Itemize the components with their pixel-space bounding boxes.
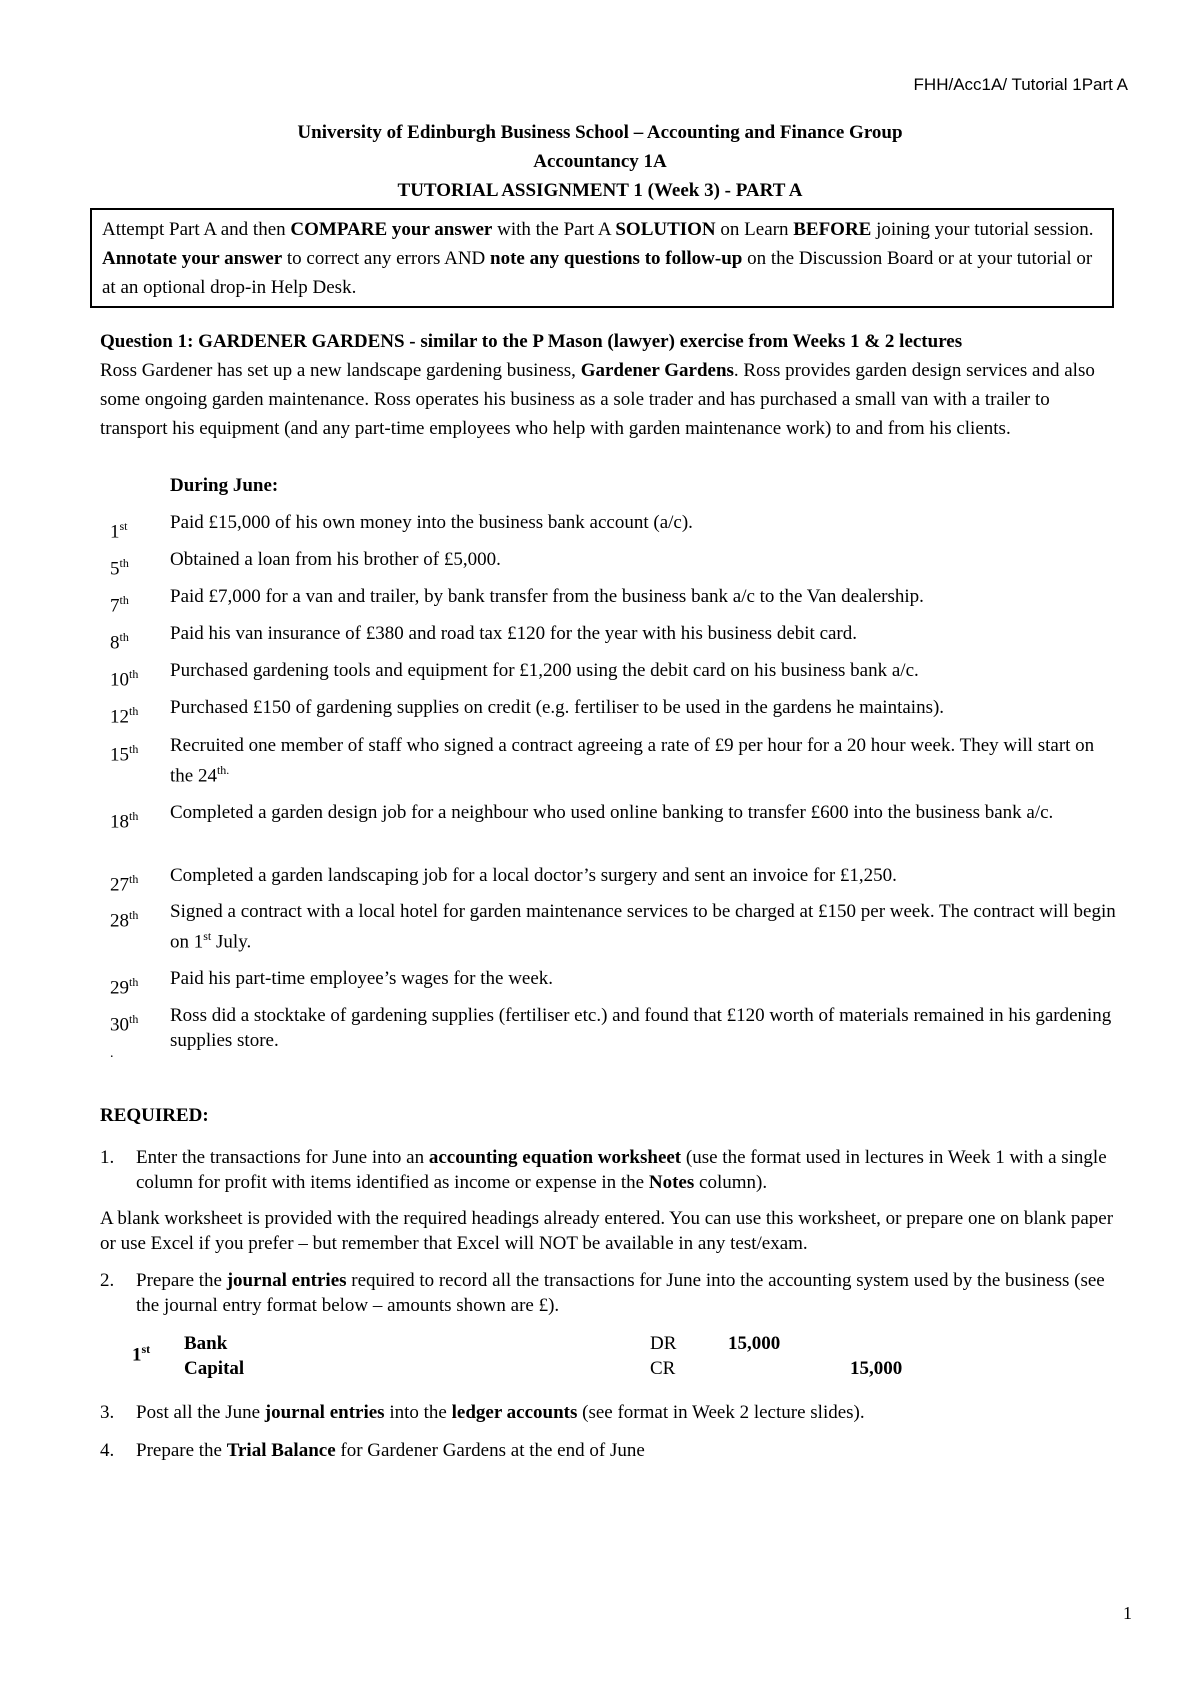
transaction-day: 27th: [110, 872, 139, 896]
school-title: University of Edinburgh Business School – Accounting and Finance Group: [297, 122, 903, 143]
required-item-number: 1.: [100, 1147, 115, 1168]
transaction-text: Paid his part-time employee’s wages for the week.: [170, 968, 554, 989]
required-item-text: Prepare the Trial Balance for Gardener Gardens at the end of June: [136, 1440, 645, 1461]
title-block: [0, 118, 1200, 205]
transaction-day: 1st: [110, 519, 128, 543]
transaction-day: 12th: [110, 704, 139, 728]
transaction-text: Paid £7,000 for a van and trailer, by bank transfer from the business bank a/c to the Van dealership.: [170, 586, 924, 607]
transaction-text: Recruited one member of staff who signed a contract agreeing a rate of £9 per hour for a 20 hour week. They will start on the $24^{th.}$: [170, 735, 1095, 787]
instruction-emphasis: Annotate your answer: [102, 248, 283, 269]
transaction-day: 7th: [110, 593, 129, 617]
worksheet-note: A blank worksheet is provided with the required headings already entered. You can use this worksheet, or prepare one on blank paper or use Excel if you prefer – but remember that Excel will NOT be available in any test/exam.: [100, 1208, 1114, 1254]
transaction-day: 10th: [110, 667, 139, 691]
instruction-emphasis: SOLUTION: [615, 219, 716, 240]
instruction-text: to correct any errors AND: [282, 248, 491, 269]
journal-debit-amount: 15,000: [728, 1333, 781, 1354]
transaction-day: 15th: [110, 742, 139, 766]
during-june-label: During June:: [170, 475, 279, 496]
business-name: Gardener Gardens: [580, 360, 734, 381]
assignment-title: TUTORIAL ASSIGNMENT 1 (Week 3) - PART A: [397, 180, 803, 201]
required-heading: REQUIRED:: [100, 1105, 209, 1126]
stray-dot: .: [110, 1046, 114, 1061]
instruction-text: Attempt Part A and then: [102, 219, 291, 240]
transaction-text: Signed a contract with a local hotel for garden maintenance services to be charged at £150 per week. The contract will begin on 1st July.: [170, 901, 1116, 953]
question-1: [100, 327, 1120, 443]
journal-row-credit: [132, 1356, 932, 1381]
journal-entry-example: [132, 1331, 932, 1381]
transaction-day: 5th: [110, 556, 129, 580]
question-1-heading: Question 1: GARDENER GARDENS - similar to the P Mason (lawyer) exercise from Weeks 1 & 2 lectures: [100, 331, 963, 352]
journal-row-debit: [132, 1331, 932, 1356]
transaction-text: Purchased £150 of gardening supplies on credit (e.g. fertiliser to be used in the gardens he maintains).: [170, 697, 945, 718]
required-item-text: Prepare the journal entries required to record all the transactions for June into the accounting system used by the business (see the journal entry format below – amounts shown are £).: [136, 1270, 1105, 1316]
journal-side: DR: [650, 1333, 677, 1354]
transaction-day: 18th: [110, 809, 139, 833]
journal-day: 1st: [132, 1342, 151, 1366]
transaction-text: Ross did a stocktake of gardening supplies (fertiliser etc.) and found that £120 worth of materials remained in his gardening supplies store.: [170, 1005, 1112, 1051]
transaction-text: Paid his van insurance of £380 and road tax £120 for the year with his business debit card.: [170, 623, 858, 644]
question-1-text: Ross Gardener has set up a new landscape gardening business,: [100, 360, 581, 381]
transaction-day: 30th: [110, 1012, 139, 1036]
instruction-text: with the Part A: [492, 219, 616, 240]
transaction-text: Obtained a loan from his brother of £5,000.: [170, 549, 501, 570]
transaction-day: 28th: [110, 908, 139, 932]
transaction-text: Completed a garden landscaping job for a local doctor’s surgery and sent an invoice for £1,250.: [170, 865, 897, 886]
question-1-body: [100, 356, 1120, 443]
instruction-emphasis: COMPARE your answer: [290, 219, 493, 240]
instruction-box: [90, 208, 1114, 308]
required-item-number: 4.: [100, 1440, 115, 1461]
transaction-day: 29th: [110, 975, 139, 999]
course-title: Accountancy 1A: [533, 151, 667, 172]
instruction-text: joining your tutorial session.: [871, 219, 1094, 240]
transaction-text: Paid £15,000 of his own money into the business bank account (a/c).: [170, 512, 693, 533]
journal-account: Capital: [184, 1358, 245, 1379]
instruction-text: on Learn: [715, 219, 794, 240]
journal-credit-amount: 15,000: [850, 1358, 903, 1379]
journal-account: Bank: [184, 1333, 228, 1354]
transaction-text: Completed a garden design job for a neighbour who used online banking to transfer £600 into the business bank a/c.: [170, 802, 1054, 823]
transaction-day: 8th: [110, 630, 129, 654]
page-number: 1: [1123, 1603, 1132, 1623]
required-item-text: Enter the transactions for June into an accounting equation worksheet (use the format used in lectures in Week 1 with a single column for profit with items identified as income or expense in the Notes column).: [136, 1147, 1107, 1193]
journal-side: CR: [650, 1358, 676, 1379]
instruction-text: on the Discussion Board or at your tutorial or at an optional drop-in Help Desk.: [102, 248, 1093, 298]
required-item-number: 3.: [100, 1402, 115, 1423]
document-reference-header: FHH/Acc1A/ Tutorial 1Part A: [913, 75, 1128, 94]
instruction-emphasis: note any questions to follow-up: [490, 248, 743, 269]
required-item-number: 2.: [100, 1270, 115, 1291]
question-1-text: . Ross provides garden design services and also some ongoing garden maintenance. Ross operates his business as a sole trader and has purchased a small van with a trailer to transport his equipment (and any part-time employees who help with garden maintenance work) to and from his clients.: [100, 360, 1095, 439]
instruction-emphasis: BEFORE: [793, 219, 872, 240]
required-item-text: Post all the June journal entries into the ledger accounts (see format in Week 2 lecture slides).: [136, 1402, 865, 1423]
transaction-text: Purchased gardening tools and equipment for £1,200 using the debit card on his business bank a/c.: [170, 660, 919, 681]
